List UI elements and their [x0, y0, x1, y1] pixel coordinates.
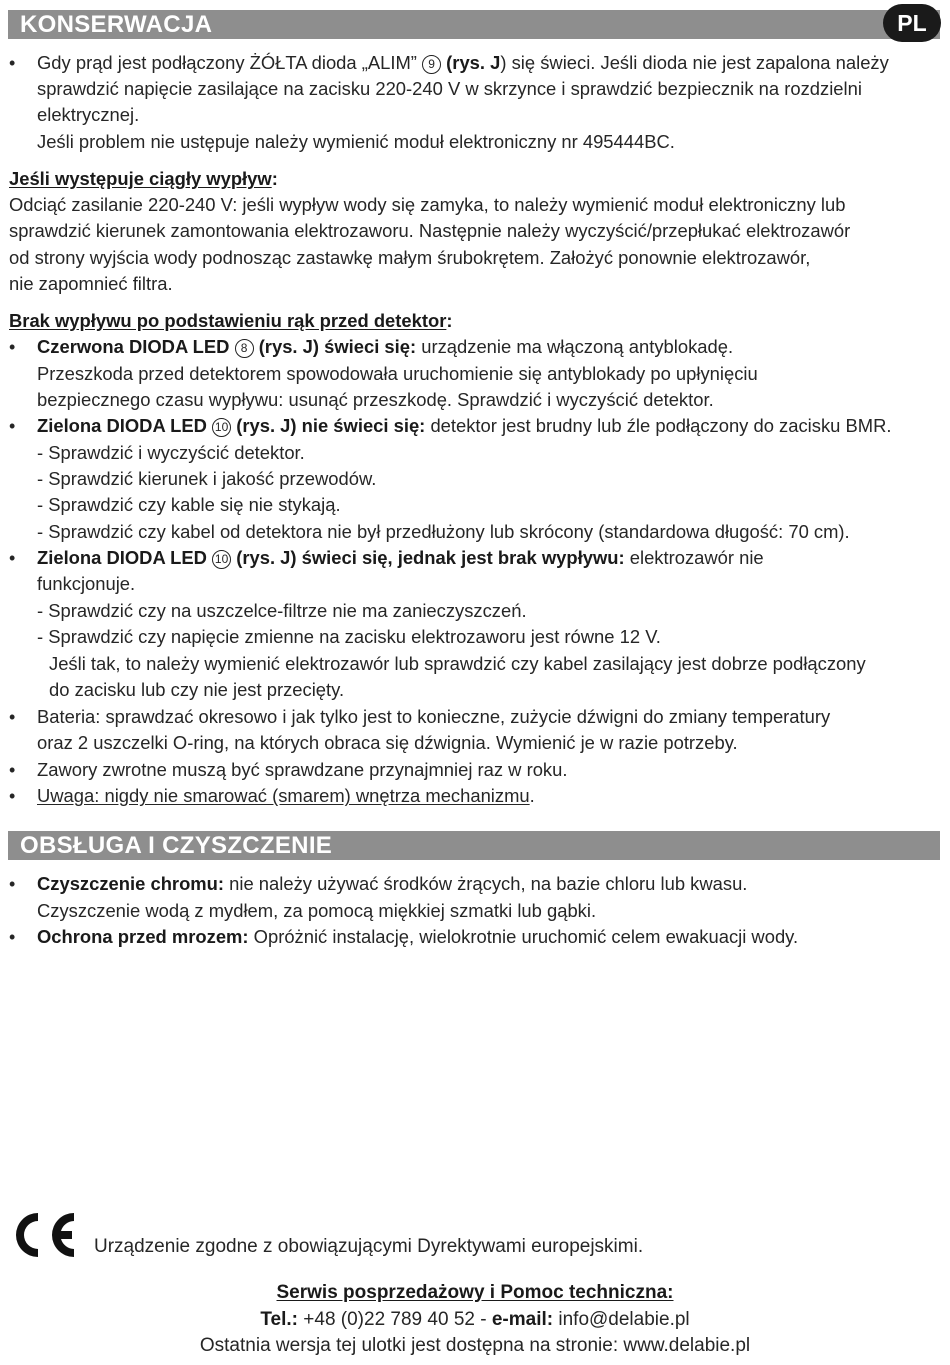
bullet: •	[9, 53, 16, 73]
callout-number: 8	[235, 339, 254, 358]
bold-label: Ochrona przed mrozem:	[37, 926, 249, 947]
service-heading	[0, 1281, 950, 1305]
subheading-text: Brak wypływu po podstawieniu rąk przed detektor	[9, 310, 447, 331]
bullet: •	[9, 786, 16, 806]
colon: :	[271, 168, 278, 189]
text-line: bezpiecznego czasu wypływu: usunąć przeszkodę. Sprawdzić i wyczyścić detektor.	[37, 389, 714, 410]
text-line: - Sprawdzić czy kabel od detektora nie był przedłużony lub skrócony (standardowa długość: 70 cm).	[37, 521, 850, 542]
text-line: nie zapomnieć filtra.	[9, 273, 173, 294]
text-line: oraz 2 uszczelki O-ring, na których obraca się dźwignia. Wymienić je w razie potrzeby.	[37, 732, 738, 753]
led-status: (rys. J) świeci się:	[258, 336, 417, 357]
text-line: Przeszkoda przed detektorem spowodowała uruchomienie się antyblokady po upłynięciu	[37, 363, 758, 384]
bold-label: Czyszczenie chromu:	[37, 873, 225, 894]
tel-label: Tel.:	[260, 1309, 298, 1330]
phone-number: +48 (0)22 789 40 52 -	[303, 1309, 487, 1330]
warning-line	[37, 784, 535, 808]
section-header-konserwacja	[8, 10, 940, 39]
text-line	[37, 546, 764, 570]
text-line: Bateria: sprawdzać okresowo i jak tylko jest to konieczne, zużycie dźwigni do zmiany temperatury	[37, 706, 831, 727]
subheading-no-flow	[9, 309, 453, 333]
compliance-text: Urządzenie zgodne z obowiązującymi Dyrektywami europejskimi.	[94, 1236, 644, 1257]
text-line: od strony wyjścia wody podnosząc zastawkę małym śrubokrętem. Założyć ponownie elektrozawór,	[9, 247, 811, 268]
bullet: •	[9, 707, 16, 727]
text-line: Jeśli tak, to należy wymienić elektrozawór lub sprawdzić czy kabel zasilający jest dobrze podłączony	[49, 653, 866, 674]
text-line: - Sprawdzić czy napięcie zmienne na zacisku elektrozaworu jest równe 12 V.	[37, 626, 661, 647]
text-line: sprawdzić kierunek zamontowania elektrozaworu. Następnie należy wyczyścić/przepłukać elektrozawór	[9, 220, 851, 241]
text-line: Czyszczenie wodą z mydłem, za pomocą miękkiej szmatki lub gąbki.	[37, 900, 597, 921]
text-line: elektrycznej.	[37, 104, 140, 125]
text-span: detektor jest brudny lub źle podłączony do zacisku BMR.	[430, 415, 892, 436]
colon: :	[446, 310, 453, 331]
text-line	[37, 414, 891, 438]
latest-version-text: Ostatnia wersja tej ulotki jest dostępna na stronie: www.delabie.pl	[199, 1335, 751, 1356]
text-line: - Sprawdzić i wyczyścić detektor.	[37, 442, 305, 463]
led-label: Czerwona DIODA LED	[37, 336, 230, 357]
language-badge: PL	[883, 4, 941, 42]
callout-number: 10	[212, 550, 231, 569]
led-status: (rys. J) nie świeci się:	[236, 415, 426, 436]
figure-ref: (rys. J	[446, 52, 501, 73]
email-label: e-mail:	[491, 1309, 554, 1330]
section-title: OBSŁUGA I CZYSZCZENIE	[20, 832, 333, 859]
bullet: •	[9, 927, 16, 947]
callout-number: 9	[422, 55, 441, 74]
section-header-cleaning	[8, 831, 940, 860]
text-line: Odciąć zasilanie 220-240 V: jeśli wypływ wody się zamyka, to należy wymienić moduł elektroniczny lub	[9, 194, 846, 215]
subheading-leak	[9, 167, 278, 191]
section-title: KONSERWACJA	[20, 11, 213, 38]
text-line: funkcjonuje.	[37, 573, 136, 594]
text-span: Gdy prąd jest podłączony ŻÓŁTA dioda „ALIM”	[37, 52, 417, 73]
subheading-text: Jeśli występuje ciągły wypływ	[9, 168, 272, 189]
text-line: - Sprawdzić czy na uszczelce-filtrze nie ma zanieczyszczeń.	[37, 600, 527, 621]
bullet: •	[9, 548, 16, 568]
text-line	[37, 925, 798, 949]
callout-number: 10	[212, 418, 231, 437]
text-line: do zacisku lub czy nie jest przecięty.	[49, 679, 345, 700]
warning-text: Uwaga: nigdy nie smarować (smarem) wnętrza mechanizmu	[37, 785, 530, 806]
email-address[interactable]: info@delabie.pl	[558, 1309, 690, 1330]
led-status: (rys. J) świeci się, jednak jest brak wypływu:	[236, 547, 625, 568]
bullet: •	[9, 874, 16, 894]
text-span: urządzenie ma włączoną antyblokadę.	[421, 336, 734, 357]
text-span: .	[529, 785, 535, 806]
contact-line	[0, 1308, 950, 1332]
text-line: Zawory zwrotne muszą być sprawdzane przynajmniej raz w roku.	[37, 759, 568, 780]
text-span: nie należy używać środków żrących, na bazie chloru lub kwasu.	[229, 873, 748, 894]
bullet: •	[9, 760, 16, 780]
text-line	[37, 51, 889, 75]
text-span: elektrozawór nie	[629, 547, 764, 568]
ce-mark-logo	[8, 1210, 78, 1260]
text-line: Jeśli problem nie ustępuje należy wymienić moduł elektroniczny nr 495444BC.	[37, 131, 675, 152]
bullet: •	[9, 337, 16, 357]
text-line: - Sprawdzić czy kable się nie stykają.	[37, 494, 341, 515]
text-span: Opróżnić instalację, wielokrotnie uruchomić celem ewakuacji wody.	[253, 926, 799, 947]
bullet: •	[9, 416, 16, 436]
led-label: Zielona DIODA LED	[37, 547, 207, 568]
text-line: - Sprawdzić kierunek i jakość przewodów.	[37, 468, 377, 489]
led-label: Zielona DIODA LED	[37, 415, 207, 436]
service-heading-text: Serwis posprzedażowy i Pomoc techniczna:	[276, 1282, 674, 1303]
text-line	[37, 872, 747, 896]
text-line	[37, 335, 733, 359]
text-span: ) się świeci. Jeśli dioda nie jest zapalona należy	[500, 52, 889, 73]
text-line: sprawdzić napięcie zasilające na zacisku 220-240 V w skrzynce i sprawdzić bezpiecznik na rozdzielni	[37, 78, 862, 99]
